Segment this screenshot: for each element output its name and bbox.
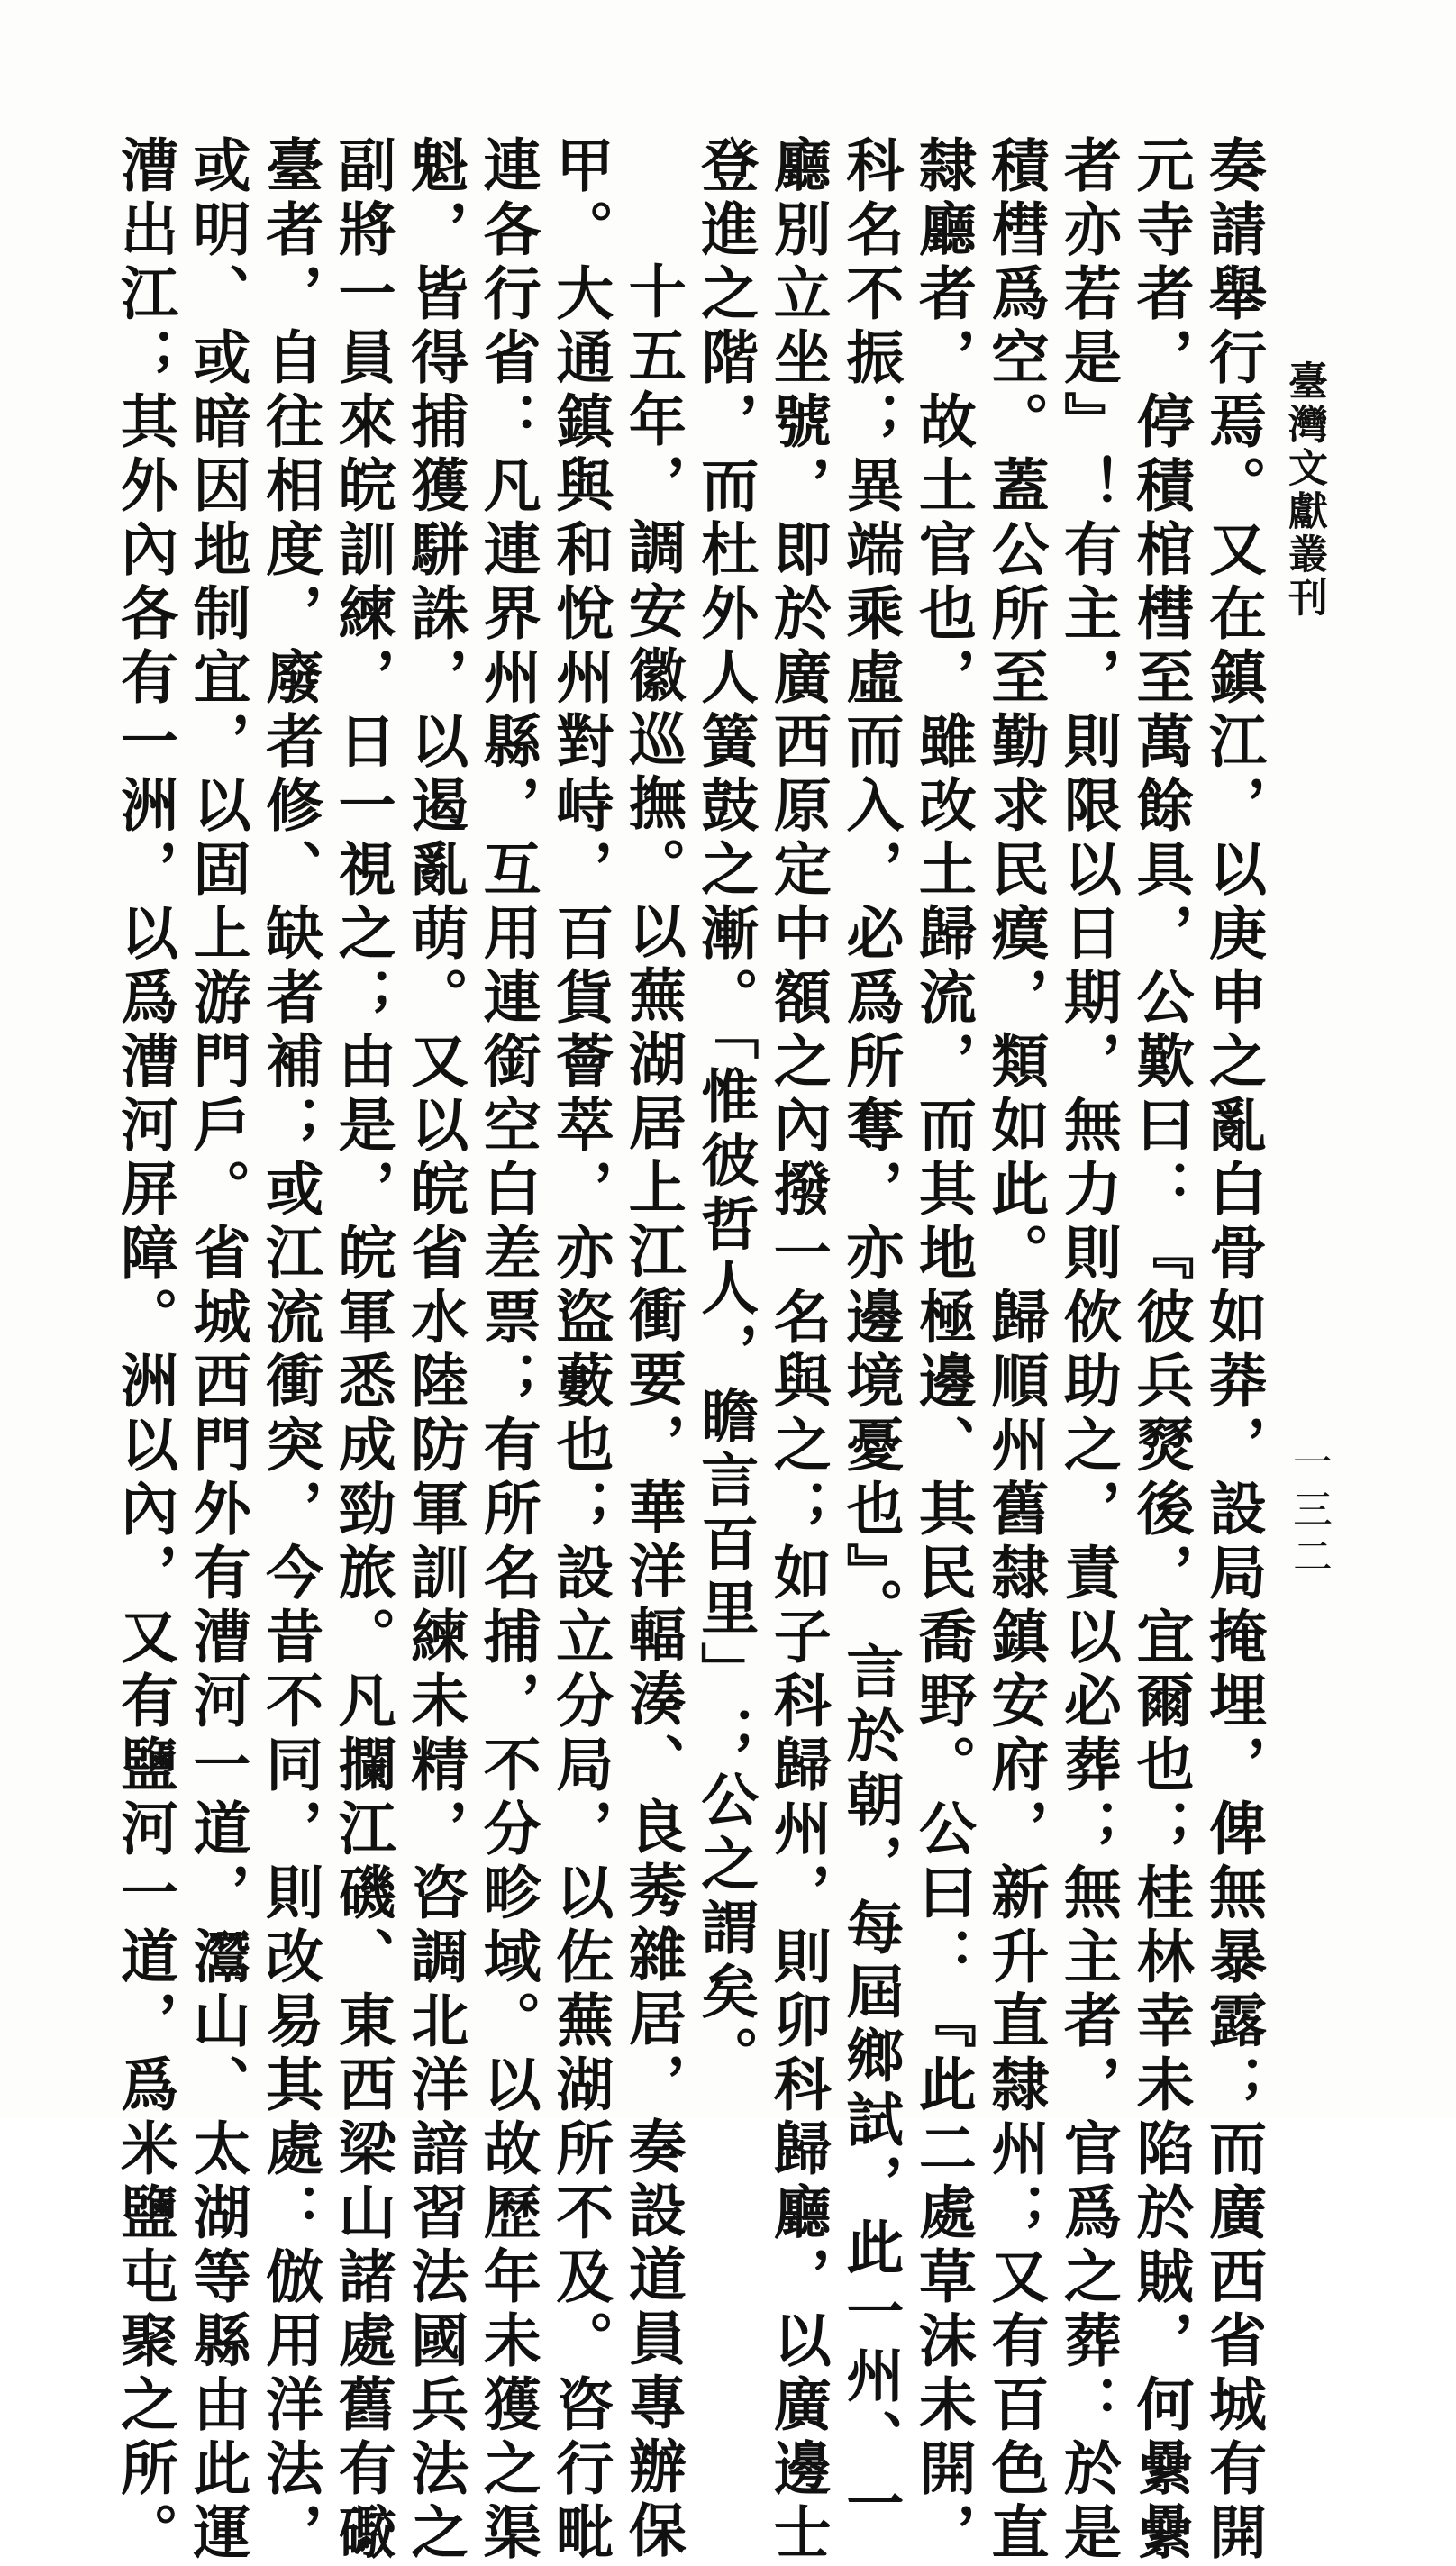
running-head: 臺灣文獻叢刊 [1281, 360, 1327, 620]
text-column: 元寺者，停積棺槥至萬餘具，公歎曰：『彼兵燹後，宜爾也；桂林幸未陷於賊，何纍纍 [1126, 135, 1195, 2566]
text-column: 者亦若是』！有主，則限以日期，無力則佽助之，責以必葬；無主者，官爲之葬：於是 [1053, 135, 1122, 2566]
text-column: 甲。大通鎮與和悅州對峙，百貨薈萃，亦盜藪也；設立分局，以佐蕪湖所不及。咨行毗 [546, 135, 614, 2566]
text-column: 魁，皆得捕獲駢誅，以遏亂萌。又以皖省水陸防軍訓練未精，咨調北洋諳習法國兵法之 [401, 135, 469, 2566]
page-number: 一三二 [1286, 1442, 1332, 1582]
body-text [108, 135, 1267, 2566]
text-column: 臺者，自往相度，廢者修、缺者補；或江流衝突，今昔不同，則改易其處：倣用洋法， [256, 135, 324, 2566]
text-column: 副將一員來皖訓練，日一視之；由是，皖軍悉成勁旅。凡攔江磯、東西梁山諸處舊有礮 [328, 135, 396, 2566]
text-column-paragraph-start: 十五年，調安徽巡撫。以蕪湖居上江衝要，華洋輻湊、良莠雜居，奏設道員專辦保 [618, 261, 687, 2564]
text-column: 積槥爲空。蓋公所至勤求民瘼，類如此。歸順州舊隸鎮安府，新升直隸州；又有百色直 [981, 135, 1050, 2566]
text-column: 廳別立坐號，即於廣西原定中額之內撥一名與之；如子科歸州，則卯科歸廳，以廣邊士 [763, 135, 832, 2566]
text-column: 奏請舉行焉。又在鎮江，以庚申之亂白骨如莽，設局掩埋，俾無暴露；而廣西省城有開 [1198, 135, 1267, 2566]
text-column: 或明、或暗因地制宜，以固上游門戶。省城西門外有漕河一道，灊山、太湖等縣由此運 [183, 135, 251, 2566]
text-column: 隸廳者，故土官也，雖改土歸流，而其地極邊、其民喬野。公曰：『此二處草沫未開， [908, 135, 977, 2566]
text-column: 登進之階，而杜外人簧鼓之漸。「惟彼哲人，瞻言百里」；公之謂矣。 [691, 135, 760, 2089]
text-column: 科名不振；異端乘虛而入，必爲所奪，亦邊境憂也』。言於朝，每屆鄉試，此一州、一 [836, 135, 905, 2537]
text-column: 漕出江；其外內各有一洲，以爲漕河屏障。洲以內，又有鹽河一道，爲米鹽屯聚之所。 [111, 135, 178, 2566]
text-column: 連各行省：凡連界州縣，互用連銜空白差票；有所名捕，不分畛域。以故歷年未獲之渠 [473, 135, 541, 2566]
